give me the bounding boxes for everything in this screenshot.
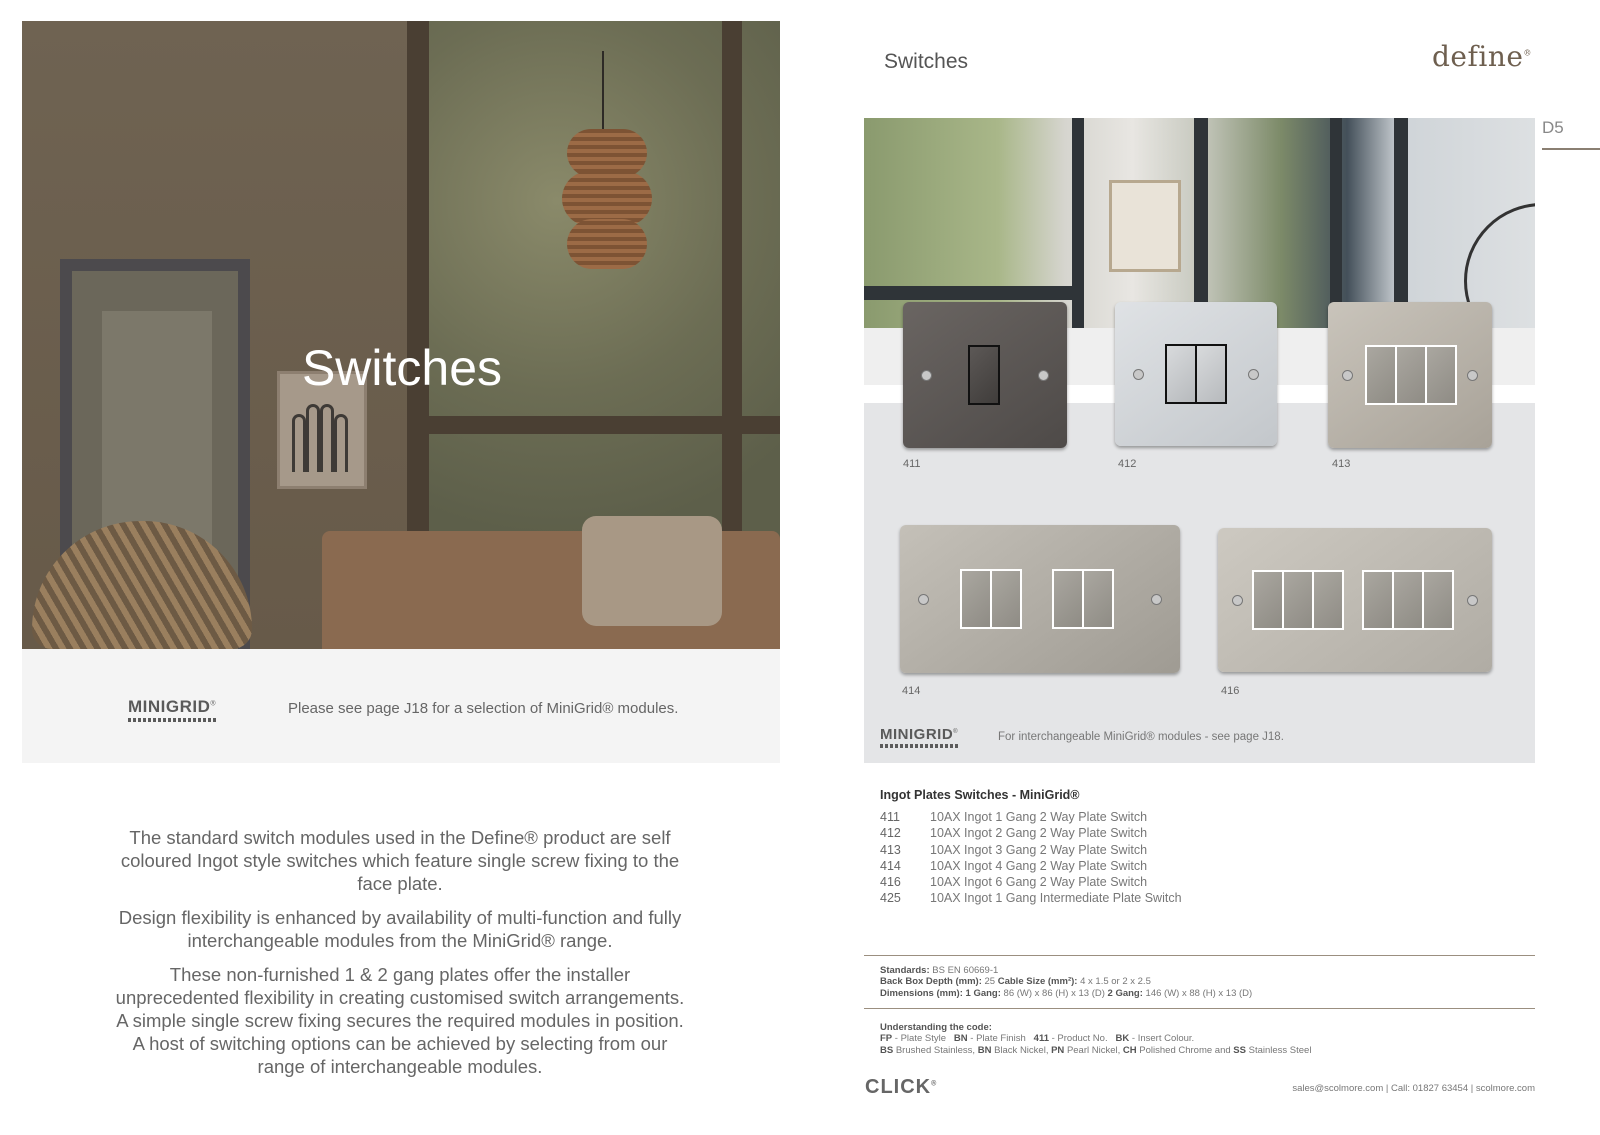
list-item: 411 10AX Ingot 1 Gang 2 Way Plate Switch xyxy=(880,810,1148,824)
page-tab: D5 xyxy=(1542,118,1564,137)
pendant-lamp xyxy=(562,171,652,226)
switch-rocker xyxy=(1362,570,1454,630)
product-table-heading: Ingot Plates Switches - MiniGrid® xyxy=(880,788,1080,802)
minigrid-logo: MINIGRID® xyxy=(128,697,216,722)
switch-rocker xyxy=(1052,569,1114,629)
plate-code-label: 416 xyxy=(1221,685,1240,697)
minigrid-note: For interchangeable MiniGrid® modules - see page J18. xyxy=(998,731,1284,743)
plate-413 xyxy=(1328,302,1492,448)
plate-416 xyxy=(1218,528,1492,672)
list-item: 412 10AX Ingot 2 Gang 2 Way Plate Switch xyxy=(880,826,1148,841)
code-key: Understanding the code: FP - Plate Style BN - Plate Finish 411 - Product No. BK - Insert Colour. BS Brushed Stainless, BN Black Nickel, PN Pearl Nickel, CH Polished Chrome and SS Stainless Steel xyxy=(880,1022,1312,1056)
intro-paragraph: The standard switch modules used in the Define® product are self coloured Ingot style switches which feature single screw fixing to the face plate. xyxy=(120,827,680,894)
pendant-wire xyxy=(602,51,604,131)
switch-rocker xyxy=(1365,345,1457,405)
page-tab-rule xyxy=(1542,148,1600,150)
list-item: 416 10AX Ingot 6 Gang 2 Way Plate Switch xyxy=(880,875,1148,890)
switch-rocker xyxy=(1165,344,1227,404)
plate-414 xyxy=(900,525,1180,673)
hero-title: Switches xyxy=(301,340,503,396)
plate-code-label: 411 xyxy=(903,458,921,470)
pendant-lamp xyxy=(567,129,647,177)
divider xyxy=(864,955,1535,956)
section-title: Switches xyxy=(884,50,969,73)
plate-code-label: 413 xyxy=(1332,458,1351,470)
plate-412 xyxy=(1115,302,1277,446)
list-item: 413 10AX Ingot 3 Gang 2 Way Plate Switch xyxy=(880,842,1148,857)
click-logo: CLICK® xyxy=(865,1076,938,1098)
plate-411 xyxy=(903,302,1067,448)
define-logo: define® xyxy=(1432,40,1532,73)
plate-code-label: 414 xyxy=(902,685,921,697)
room-artwork xyxy=(1109,180,1181,272)
divider xyxy=(864,1008,1535,1009)
switch-rocker xyxy=(968,345,1000,405)
contact-info: sales@scolmore.com | Call: 01827 63454 | scolmore.com xyxy=(1292,1083,1535,1094)
specifications: Standards: BS EN 60669-1 Back Box Depth (mm): 25 Cable Size (mm²): 4 x 1.5 or 2 x 2.5 Dimensions (mm): 1 Gang: 86 (W) x 86 (H) x 13 (D) 2 Gang: 146 (W) x 88 (H) x 13 (D) xyxy=(880,965,1253,999)
minigrid-logo: MINIGRID® xyxy=(880,726,958,748)
minigrid-note: Please see page J18 for a selection of MiniGrid® modules. xyxy=(288,700,679,717)
intro-paragraph: These non-furnished 1 & 2 gang plates offer the installer unprecedented flexibility in creating customised switch arrangements. A simple single screw fixing secures the required modules in position. A host of switching options can be achieved by selecting from our range of interchangeable modules. xyxy=(115,964,685,1077)
hero-cushion xyxy=(582,516,722,626)
switch-rocker xyxy=(1252,570,1344,630)
intro-paragraph: Design flexibility is enhanced by availability of multi-function and fully interchangeable modules from the MiniGrid® range. xyxy=(118,907,682,951)
hero-photo xyxy=(22,21,780,649)
list-item: 425 10AX Ingot 1 Gang Intermediate Plate Switch xyxy=(880,891,1182,906)
pendant-lamp xyxy=(567,219,647,269)
plate-code-label: 412 xyxy=(1118,458,1137,470)
switch-rocker xyxy=(960,569,1022,629)
product-list xyxy=(880,810,1182,908)
list-item: 414 10AX Ingot 4 Gang 2 Way Plate Switch xyxy=(880,858,1148,873)
intro-copy xyxy=(110,826,690,1089)
